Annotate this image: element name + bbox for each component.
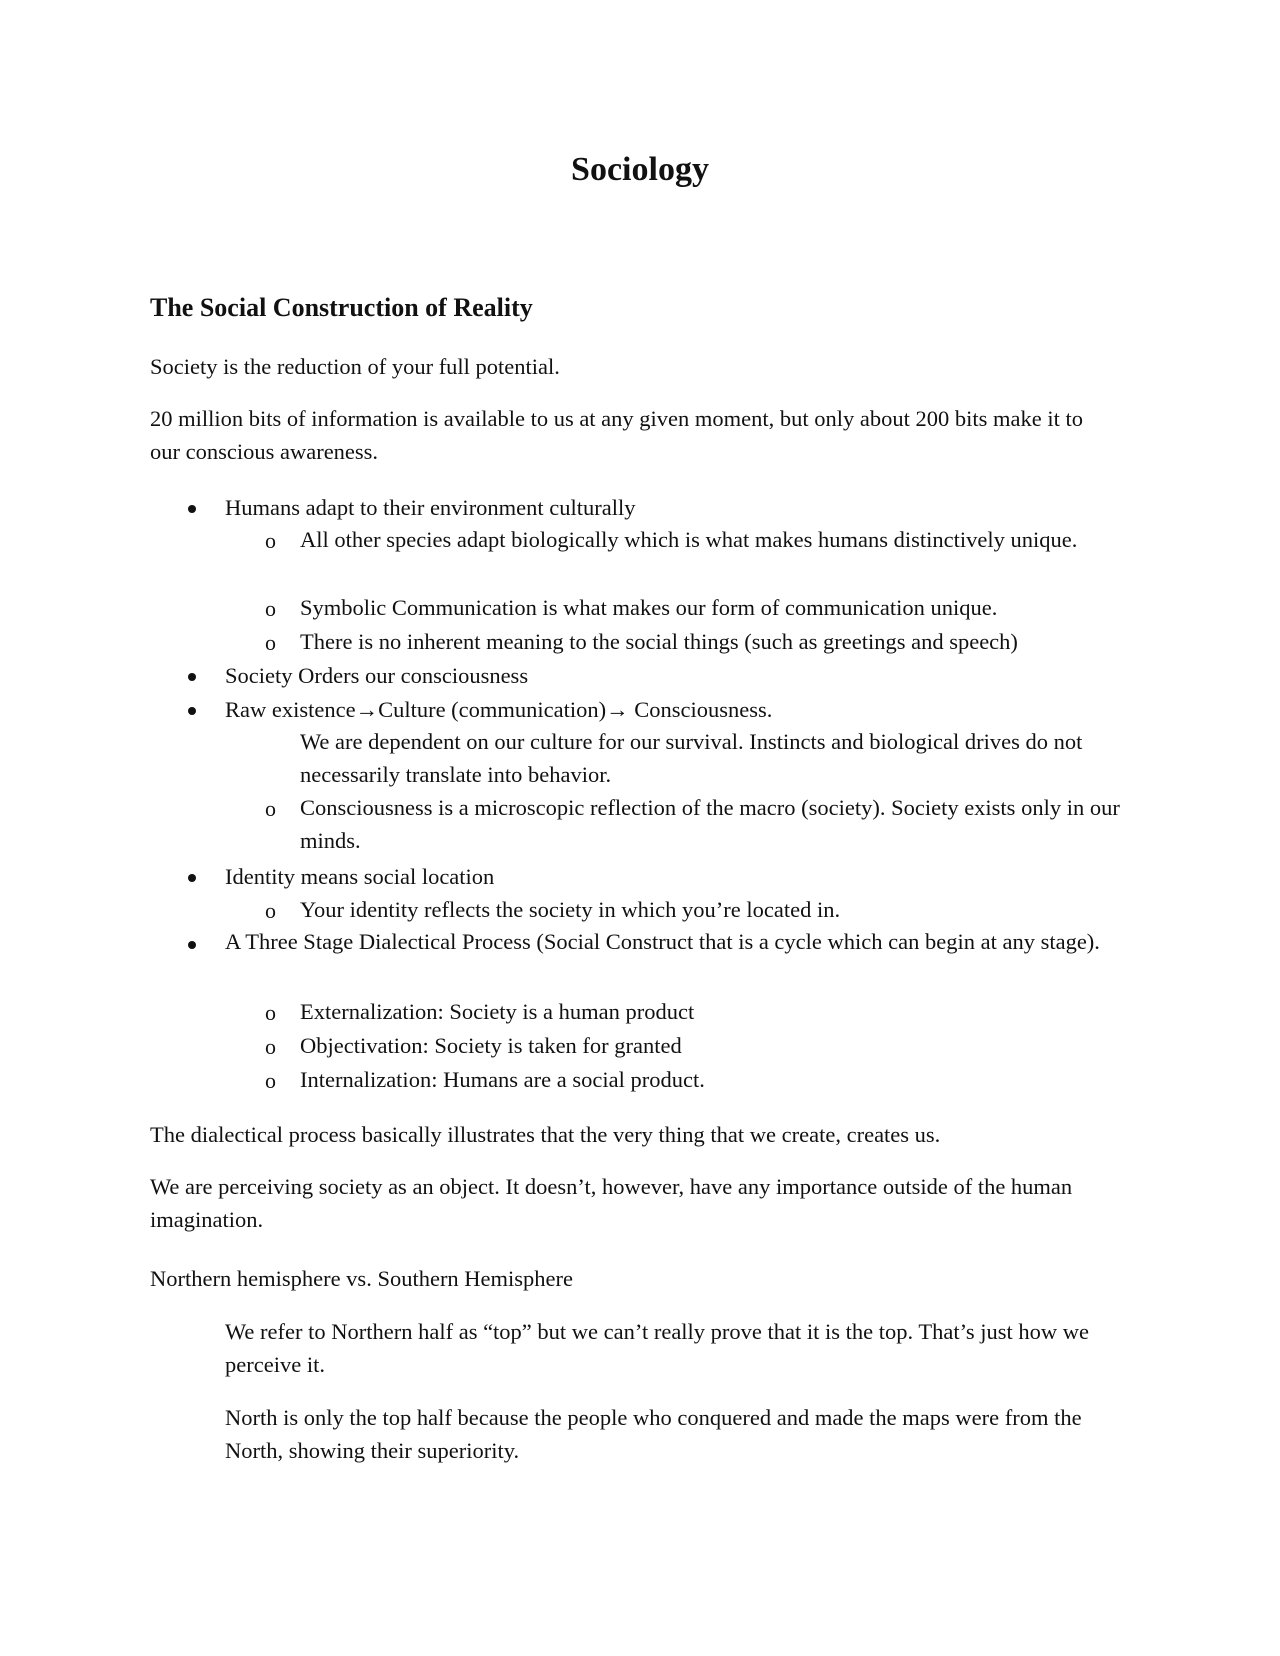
intro-paragraph-2: 20 million bits of information is available to us at any given moment, but only about 200 bits make it to our conscious awareness.	[150, 406, 1084, 464]
bullet-marker	[188, 707, 196, 715]
sub-bullet-marker: o	[265, 1068, 276, 1093]
sub-item-no-meaning: There is no inherent meaning to the social things (such as greetings and speech)	[300, 629, 1018, 654]
sub-item-biological: All other species adapt biologically which is what makes humans distinctively unique.	[300, 527, 1078, 552]
indented-paragraph-1: We refer to Northern half as “top” but we can’t really prove that it is the top. That’s just how we perceive it.	[225, 1319, 1089, 1377]
sub-item-symbolic: Symbolic Communication is what makes our form of communication unique.	[300, 595, 998, 620]
sub-bullet-marker: o	[265, 1034, 276, 1059]
indented-paragraph-2: North is only the top half because the people who conquered and made the maps were from the North, showing their superiority.	[225, 1405, 1082, 1463]
section-heading: The Social Construction of Reality	[150, 293, 533, 322]
list-item-humans-adapt: Humans adapt to their environment culturally	[225, 495, 636, 520]
closing-paragraph-3: Northern hemisphere vs. Southern Hemisphere	[150, 1266, 574, 1291]
sub-bullet-marker: o	[265, 796, 276, 821]
bullet-marker	[188, 673, 196, 681]
bullet-marker	[188, 874, 196, 882]
sub-item-objectivation: Objectivation: Society is taken for granted	[300, 1033, 682, 1058]
bullet-marker	[188, 505, 196, 513]
sub-bullet-marker: o	[265, 630, 276, 655]
list-item-three-stage: A Three Stage Dialectical Process (Social Construct that is a cycle which can begin at any stage).	[225, 929, 1100, 954]
closing-paragraph-2: We are perceiving society as an object. It doesn’t, however, have any importance outside of the human imagination.	[150, 1174, 1073, 1232]
sub-bullet-marker: o	[265, 898, 276, 923]
sub-item-externalization: Externalization: Society is a human product	[300, 999, 695, 1024]
sub-item-identity-reflects: Your identity reflects the society in which you’re located in.	[300, 897, 841, 922]
sub-bullet-marker: o	[265, 1000, 276, 1025]
list-item-society-orders: Society Orders our consciousness	[225, 663, 529, 688]
intro-paragraph-1: Society is the reduction of your full potential.	[150, 354, 560, 379]
sub-bullet-marker: o	[265, 528, 276, 553]
list-item-raw-existence: Raw existence→Culture (communication)→ Consciousness.	[225, 697, 773, 722]
list-item-identity: Identity means social location	[225, 864, 495, 889]
sub-bullet-marker: o	[265, 596, 276, 621]
page-title: Sociology	[571, 151, 709, 188]
note-culture-survival: We are dependent on our culture for our survival. Instincts and biological drives do not necessarily translate into behavior.	[300, 729, 1083, 787]
closing-paragraph-1: The dialectical process basically illustrates that the very thing that we create, creates us.	[150, 1122, 941, 1147]
bullet-marker	[188, 941, 196, 949]
sub-item-consciousness: Consciousness is a microscopic reflection of the macro (society). Society exists only in our minds.	[300, 795, 1120, 853]
sub-item-internalization: Internalization: Humans are a social product.	[300, 1067, 705, 1092]
